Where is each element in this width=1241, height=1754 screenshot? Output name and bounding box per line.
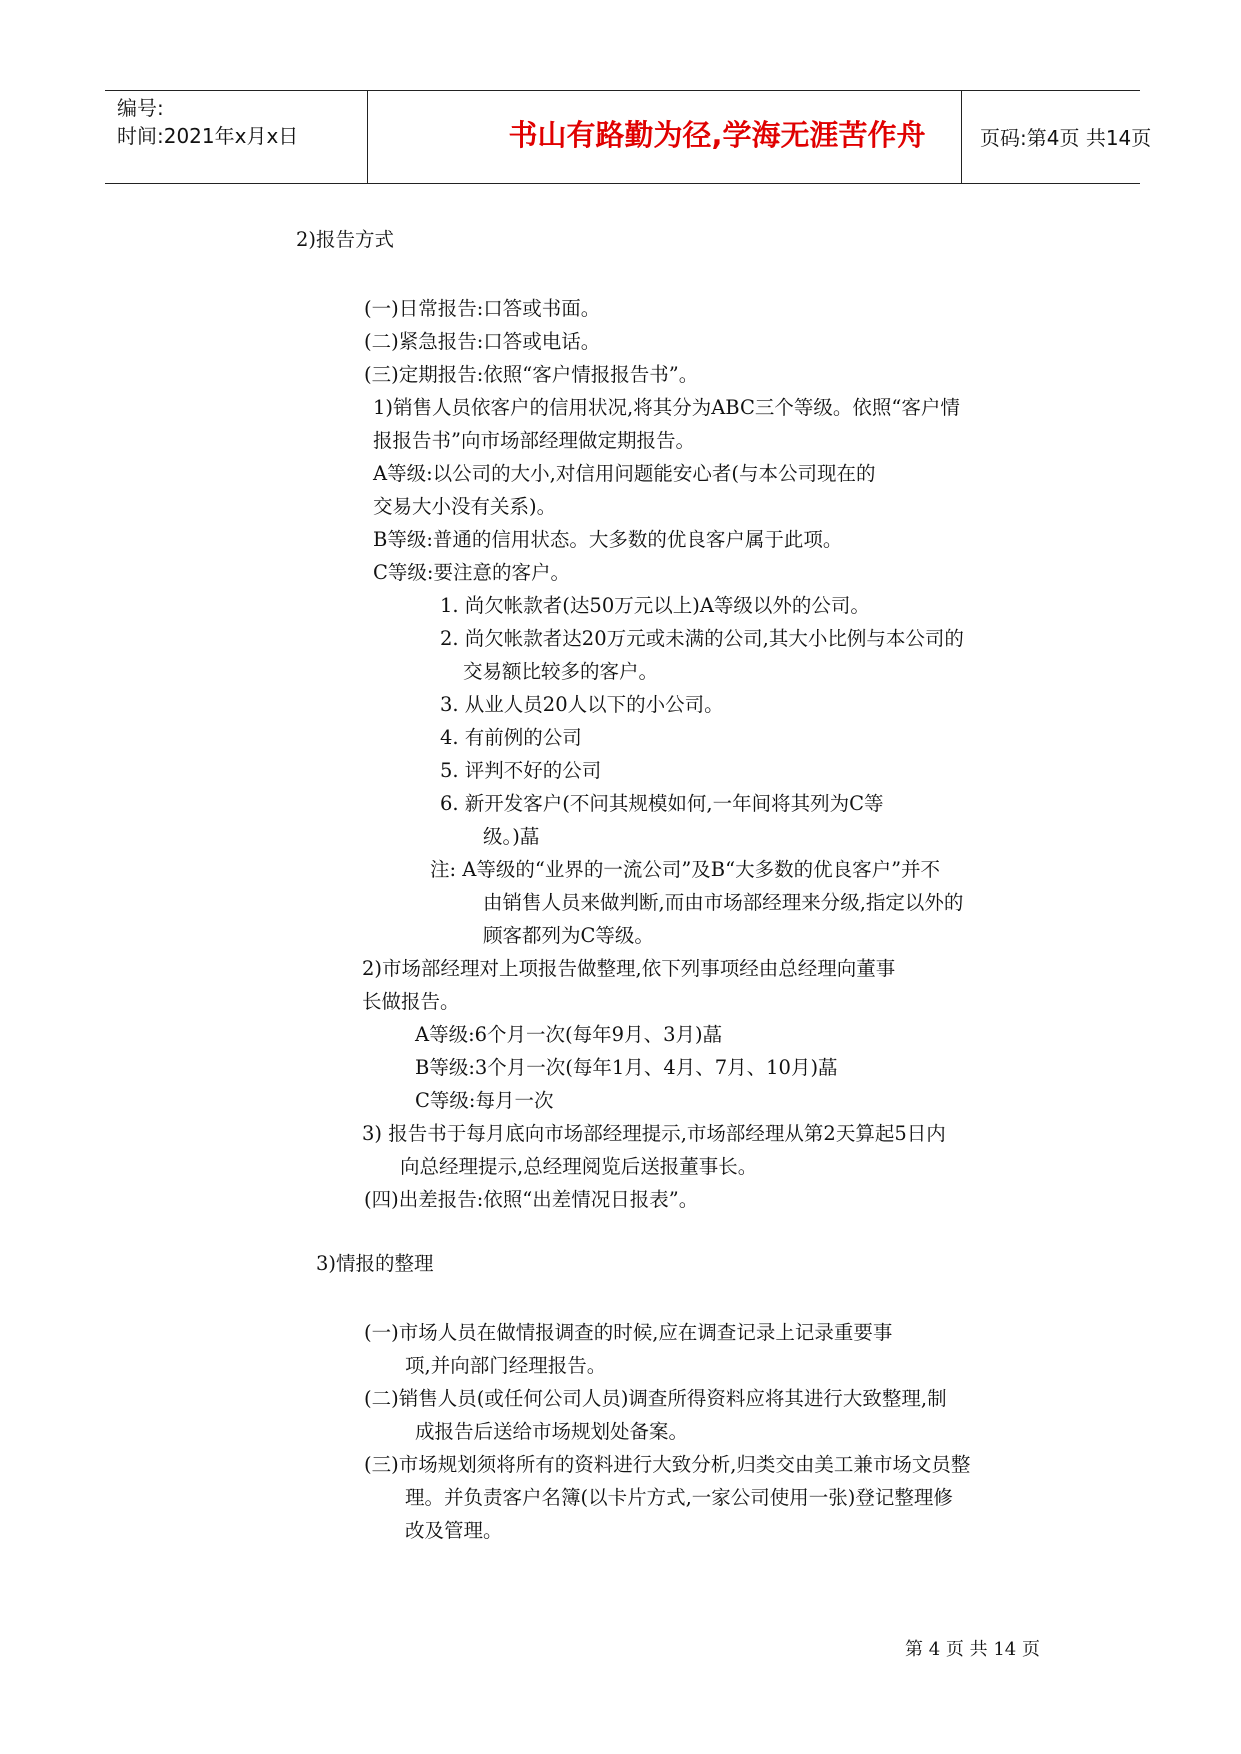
list-item: 1. 尚欠帐款者(达50万元以上)A等级以外的公司。 bbox=[440, 594, 870, 617]
text-line: (二)紧急报告:口答或电话。 bbox=[364, 330, 601, 353]
note-line: 顾客都列为C等级。 bbox=[483, 924, 654, 947]
text-line: C等级:每月一次 bbox=[415, 1089, 554, 1112]
text-line: (一)市场人员在做情报调查的时候,应在调查记录上记录重要事 bbox=[364, 1321, 893, 1344]
text-line: 长做报告。 bbox=[362, 990, 460, 1013]
text-line: 项,并向部门经理报告。 bbox=[405, 1354, 607, 1377]
note-line: 由销售人员来做判断,而由市场部经理来分级,指定以外的 bbox=[483, 891, 964, 914]
serial-label: 编号: bbox=[117, 96, 164, 120]
header-divider-left bbox=[367, 91, 368, 183]
text-line: (一)日常报告:口答或书面。 bbox=[364, 297, 601, 320]
list-item: 6. 新开发客户(不问其规模如何,一年间将其列为C等 bbox=[440, 792, 884, 815]
text-line: C等级:要注意的客户。 bbox=[373, 561, 570, 584]
header-meta bbox=[117, 94, 298, 150]
header-divider-right bbox=[961, 91, 962, 183]
header-page-info: 页码:第4页 共14页 bbox=[980, 126, 1152, 150]
list-item-continuation: 级。)蕌 bbox=[483, 825, 540, 848]
text-line: (三)市场规划须将所有的资料进行大致分析,归类交由美工兼市场文员整 bbox=[364, 1453, 971, 1476]
text-line: (三)定期报告:依照“客户情报报告书”。 bbox=[364, 363, 699, 386]
text-line: A等级:6个月一次(每年9月、3月)蕌 bbox=[415, 1023, 723, 1046]
text-line: 3) 报告书于每月底向市场部经理提示,市场部经理从第2天算起5日内 bbox=[362, 1122, 946, 1145]
text-line: (二)销售人员(或任何公司人员)调查所得资料应将其进行大致整理,制 bbox=[364, 1387, 947, 1410]
note-line: 注: A等级的“业界的一流公司”及B“大多数的优良客户”并不 bbox=[430, 858, 941, 881]
section-heading-info-organization: 3)情报的整理 bbox=[316, 1252, 434, 1275]
text-line: (四)出差报告:依照“出差情况日报表”。 bbox=[364, 1188, 699, 1211]
list-item: 2. 尚欠帐款者达20万元或未满的公司,其大小比例与本公司的 bbox=[440, 627, 964, 650]
list-item: 5. 评判不好的公司 bbox=[440, 759, 602, 782]
text-line: B等级:普通的信用状态。大多数的优良客户属于此项。 bbox=[373, 528, 843, 551]
text-line: 报报告书”向市场部经理做定期报告。 bbox=[373, 429, 695, 452]
text-line: 1)销售人员依客户的信用状况,将其分为ABC三个等级。依照“客户情 bbox=[373, 396, 960, 419]
page-header bbox=[105, 90, 1152, 184]
section-heading-report-method: 2)报告方式 bbox=[296, 228, 395, 251]
text-line: 改及管理。 bbox=[405, 1519, 503, 1542]
text-line: B等级:3个月一次(每年1月、4月、7月、10月)蕌 bbox=[415, 1056, 838, 1079]
list-item: 3. 从业人员20人以下的小公司。 bbox=[440, 693, 724, 716]
text-line: 理。并负责客户名簿(以卡片方式,一家公司使用一张)登记整理修 bbox=[405, 1486, 953, 1509]
text-line: 交易大小没有关系)。 bbox=[373, 495, 557, 518]
text-line: 2)市场部经理对上项报告做整理,依下列事项经由总经理向董事 bbox=[362, 957, 896, 980]
page-footer: 第 4 页 共 14 页 bbox=[905, 1639, 1040, 1660]
text-line: A等级:以公司的大小,对信用问题能安心者(与本公司现在的 bbox=[373, 462, 876, 485]
text-line: 向总经理提示,总经理阅览后送报董事长。 bbox=[400, 1155, 758, 1178]
time-label: 时间:2021年x月x日 bbox=[117, 124, 299, 148]
list-item-continuation: 交易额比较多的客户。 bbox=[463, 660, 659, 683]
header-motto: 书山有路勤为径,学海无涯苦作舟 bbox=[508, 118, 926, 152]
list-item: 4. 有前例的公司 bbox=[440, 726, 582, 749]
text-line: 成报告后送给市场规划处备案。 bbox=[415, 1420, 689, 1443]
